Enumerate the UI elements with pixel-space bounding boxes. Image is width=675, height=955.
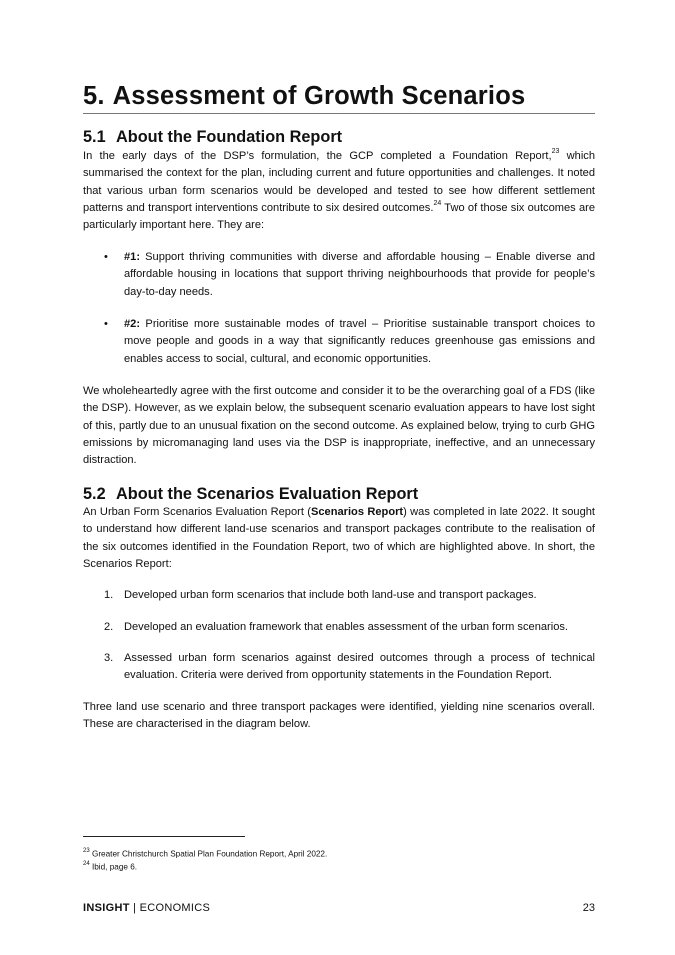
chapter-number: 5.: [83, 82, 105, 110]
footnote-number: 23: [83, 848, 90, 854]
scenarios-report-paragraph: [83, 504, 595, 573]
outcome-bullet-2: [104, 316, 595, 368]
chapter-title: Assessment of Growth Scenarios: [112, 82, 526, 110]
footnote-text: Ibid, page 6.: [89, 862, 138, 872]
list-item-3: [104, 650, 595, 685]
section-number: 5.2: [83, 485, 106, 503]
outcome-label: #1:: [124, 251, 141, 263]
footer-separator: |: [129, 902, 140, 914]
nine-scenarios-paragraph: Three land use scenario and three transport packages were identified, yielding nine scenarios overall. These are characterised in the diagram below.: [83, 701, 595, 731]
footnote-24: [83, 860, 137, 873]
footer-brand: [83, 902, 210, 914]
section-number: 5.1: [83, 128, 106, 146]
text-run: In the early days of the DSP’s formulation, the GCP completed a Foundation Report,: [83, 150, 552, 162]
footer-brand-bold: INSIGHT: [83, 902, 130, 914]
outcome-text: Prioritise more sustainable modes of travel – Prioritise sustainable transport choices to move people and goods in a way that significantly reduces greenhouse gas emissions and enables access to social, cultural, and economic opportunities.: [124, 318, 595, 365]
list-number: 1.: [104, 589, 114, 601]
text-run: ) was completed in late 2022. It sought to understand how different land-use scenarios and transport packages contribute to the realisation of the six outcomes identified in the Foundation Report, two of which are highlighted above. In short, the Scenarios Report:: [83, 506, 595, 570]
list-number: 3.: [104, 652, 114, 664]
text-run: An Urban Form Scenarios Evaluation Report (: [83, 506, 311, 518]
foundation-report-paragraph: [83, 148, 595, 234]
footnote-23: [83, 847, 327, 860]
section-title: About the Foundation Report: [116, 128, 343, 146]
section-title: About the Scenarios Evaluation Report: [116, 485, 419, 503]
list-item-text: Assessed urban form scenarios against desired outcomes through a process of technical evaluation. Criteria were derived from opportunity statements in the Foundation Report.: [124, 652, 595, 682]
footer-brand-rest: ECONOMICS: [139, 902, 211, 914]
list-item-1: [104, 587, 595, 604]
outcome-bullet-1: [104, 249, 595, 301]
footnote-text: Greater Christchurch Spatial Plan Foundation Report, April 2022.: [89, 849, 328, 859]
text-run: Two of those six outcomes are particularly important here. They are:: [83, 201, 596, 232]
outcome-label: #2:: [124, 318, 141, 330]
list-item-text: Developed urban form scenarios that include both land-use and transport packages.: [124, 589, 537, 601]
list-item-2: [104, 619, 595, 636]
footnote-ref-24[interactable]: 24: [433, 200, 442, 208]
section-heading-5-2: [83, 484, 418, 504]
bullet-marker: •: [104, 251, 108, 263]
footnote-number: 24: [83, 861, 90, 867]
outcome-text: Support thriving communities with diverse and affordable housing – Enable diverse and affordable housing in locations that support thriving neighbourhoods that provide for people’s day-to-day needs.: [124, 251, 595, 298]
chapter-heading: [83, 79, 595, 114]
list-number: 2.: [104, 621, 114, 633]
section-heading-5-1: [83, 127, 342, 147]
list-item-text: Developed an evaluation framework that enables assessment of the urban form scenarios.: [124, 621, 568, 633]
agreement-paragraph: We wholeheartedly agree with the first outcome and consider it to be the overarching goal of a FDS (like the DSP). However, as we explain below, the subsequent scenario evaluation appears to have lost sight of this, partly due to an unusual fixation on the second outcome. As explained below, trying to curb GHG emissions by micromanaging land uses via the DSP is inappropriate, ineffective, and an unnecessary distraction.: [83, 385, 595, 467]
footnote-ref-23[interactable]: 23: [551, 148, 560, 156]
footnote-divider: [83, 836, 245, 837]
bullet-marker: •: [104, 318, 108, 330]
text-run: which summarised the context for the plan, including current and future opportunities and challenges. It noted that various urban form scenarios would be developed and tested to see how different settlement patterns and transport interventions contribute to six desired outcomes.: [83, 150, 596, 214]
page-number: 23: [582, 902, 595, 914]
scenarios-report-term: Scenarios Report: [310, 506, 404, 518]
